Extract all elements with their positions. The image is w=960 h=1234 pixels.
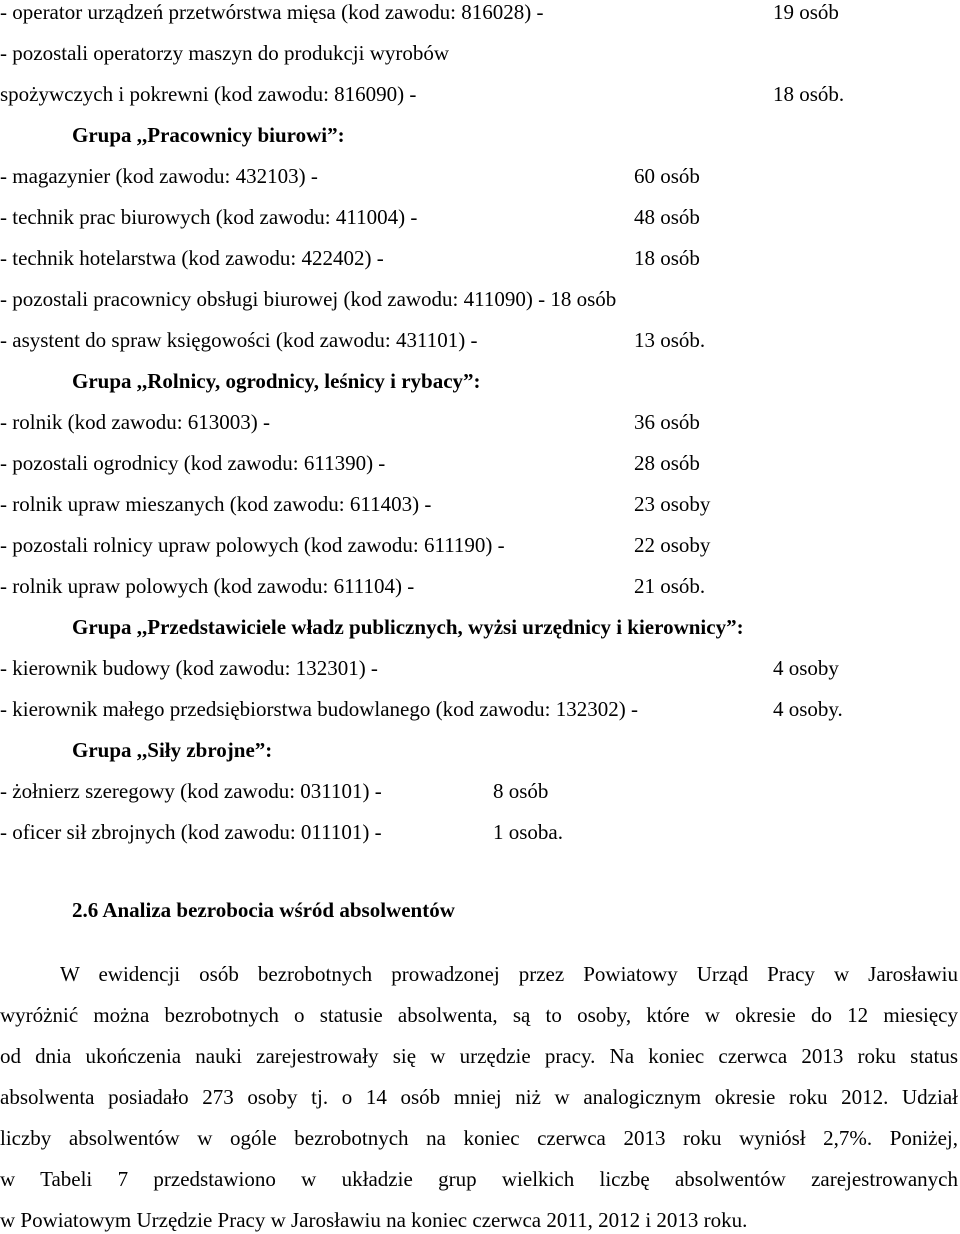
paragraph-line-6: w Tabeli 7 przedstawiono w układzie grup wielkich liczbę absolwentów zarejestrowanych bbox=[0, 1167, 958, 1191]
count-611403: 23 osoby bbox=[634, 492, 711, 516]
occupation-line-132302: - kierownik małego przedsiębiorstwa budowlanego (kod zawodu: 132302) - bbox=[0, 697, 638, 721]
occupation-line-613003: - rolnik (kod zawodu: 613003) - bbox=[0, 410, 271, 434]
count-613003: 36 osób bbox=[634, 410, 700, 434]
count-422402: 18 osób bbox=[634, 246, 700, 270]
count-431101: 13 osób. bbox=[634, 328, 706, 352]
count-011101: 1 osoba. bbox=[493, 820, 563, 844]
section-title: 2.6 Analiza bezrobocia wśród absolwentów bbox=[72, 898, 455, 922]
count-611104: 21 osób. bbox=[634, 574, 706, 598]
occupation-line-611390: - pozostali ogrodnicy (kod zawodu: 611390) - bbox=[0, 451, 386, 475]
occupation-line-031101: - żołnierz szeregowy (kod zawodu: 031101) - bbox=[0, 779, 382, 803]
group-header-armed-forces: Grupa ,,Siły zbrojne”: bbox=[72, 738, 273, 762]
count-432103: 60 osób bbox=[634, 164, 700, 188]
paragraph-line-5: liczby absolwentów w ogóle bezrobotnych na koniec czerwca 2013 roku wyniósł 2,7%. Poniżej, bbox=[0, 1126, 958, 1150]
paragraph-line-1: W ewidencji osób bezrobotnych prowadzonej przez Powiatowy Urząd Pracy w Jarosławiu bbox=[60, 962, 958, 986]
count-816028: 19 osób bbox=[773, 0, 839, 24]
occupation-line-011101: - oficer sił zbrojnych (kod zawodu: 011101) - bbox=[0, 820, 382, 844]
group-header-farmers: Grupa ,,Rolnicy, ogrodnicy, leśnicy i rybacy”: bbox=[72, 369, 481, 393]
paragraph-line-2: wyróżnić można bezrobotnych o statusie absolwenta, są to osoby, które w okresie do 12 miesięcy bbox=[0, 1003, 958, 1027]
count-611190: 22 osoby bbox=[634, 533, 711, 557]
occupation-line-411090: - pozostali pracownicy obsługi biurowej (kod zawodu: 411090) - 18 osób bbox=[0, 287, 617, 311]
occupation-line-132301: - kierownik budowy (kod zawodu: 132301) - bbox=[0, 656, 378, 680]
group-header-managers: Grupa ,,Przedstawiciele władz publicznych, wyżsi urzędnicy i kierownicy”: bbox=[72, 615, 744, 639]
occupation-line-611403: - rolnik upraw mieszanych (kod zawodu: 611403) - bbox=[0, 492, 432, 516]
count-132302: 4 osoby. bbox=[773, 697, 843, 721]
count-816090: 18 osób. bbox=[773, 82, 845, 106]
paragraph-line-3: od dnia ukończenia nauki zarejestrowały się w urzędzie pracy. Na koniec czerwca 2013 roku status bbox=[0, 1044, 958, 1068]
occupation-line-411004: - technik prac biurowych (kod zawodu: 411004) - bbox=[0, 205, 418, 229]
paragraph-line-7: w Powiatowym Urzędzie Pracy w Jarosławiu na koniec czerwca 2011, 2012 i 2013 roku. bbox=[0, 1208, 748, 1232]
occupation-line-816090-part1: - pozostali operatorzy maszyn do produkcji wyrobów bbox=[0, 41, 450, 65]
occupation-line-422402: - technik hotelarstwa (kod zawodu: 422402) - bbox=[0, 246, 384, 270]
count-132301: 4 osoby bbox=[773, 656, 839, 680]
occupation-line-611104: - rolnik upraw polowych (kod zawodu: 611104) - bbox=[0, 574, 415, 598]
occupation-line-816090-part2: spożywczych i pokrewni (kod zawodu: 816090) - bbox=[0, 82, 417, 106]
count-031101: 8 osób bbox=[493, 779, 549, 803]
occupation-line-611190: - pozostali rolnicy upraw polowych (kod zawodu: 611190) - bbox=[0, 533, 505, 557]
group-header-office-workers: Grupa ,,Pracownicy biurowi”: bbox=[72, 123, 345, 147]
occupation-line-432103: - magazynier (kod zawodu: 432103) - bbox=[0, 164, 318, 188]
count-611390: 28 osób bbox=[634, 451, 700, 475]
occupation-line-431101: - asystent do spraw księgowości (kod zawodu: 431101) - bbox=[0, 328, 478, 352]
count-411004: 48 osób bbox=[634, 205, 700, 229]
occupation-line-816028: - operator urządzeń przetwórstwa mięsa (kod zawodu: 816028) - bbox=[0, 0, 544, 24]
paragraph-line-4: absolwenta posiadało 273 osoby tj. o 14 osób mniej niż w analogicznym okresie roku 2012. Udział bbox=[0, 1085, 958, 1109]
